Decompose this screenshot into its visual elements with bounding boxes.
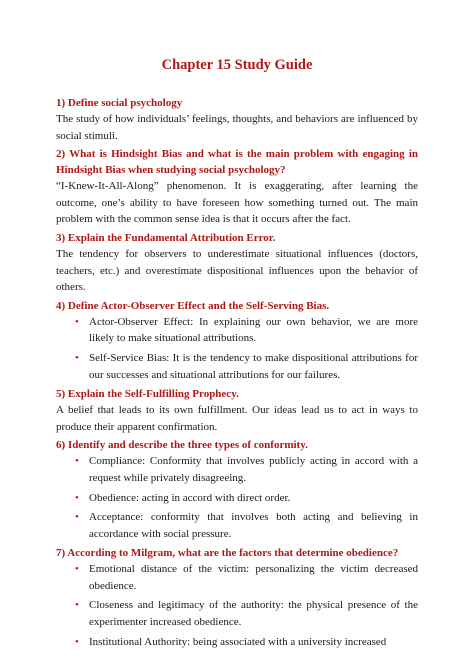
list-item-text: Actor-Observer Effect: In explaining our own behavior, we are more likely to make situational attributions. — [89, 315, 418, 345]
answer-6-list — [56, 453, 418, 542]
bullet-icon: • — [75, 599, 79, 612]
answer-5: A belief that leads to its own fulfillment. Our ideas lead us to act in ways to produce their apparent confirmation. — [56, 404, 418, 433]
list-item-text: Emotional distance of the victim: personalizing the victim decreased obedience. — [89, 563, 418, 592]
bullet-icon: • — [75, 491, 79, 504]
question-5: 5) Explain the Self-Fulfilling Prophecy. — [56, 388, 239, 401]
answer-4-list — [56, 314, 418, 383]
answer-3: The tendency for observers to underestimate situational influences (doctors, teachers, etc.) and overestimate dispositional influences upon the behavior of others. — [56, 247, 418, 294]
answer-7-list — [56, 561, 418, 650]
bullet-icon: • — [75, 635, 79, 648]
list-item — [56, 453, 418, 486]
list-item — [56, 561, 418, 594]
answer-2: “I-Knew-It-All-Along” phenomenon. It is exaggerating, after learning the outcome, one’s ability to have foreseen how something turned out. The main problem with the common sense idea is that it occurs after the fact. — [56, 180, 418, 226]
question-3: 3) Explain the Fundamental Attribution Error. — [56, 231, 276, 244]
list-item-text: Compliance: Conformity that involves publicly acting in accord with a request while privately disagreeing. — [89, 455, 418, 484]
bullet-icon: • — [75, 511, 79, 524]
answer-1: The study of how individuals’ feelings, thoughts, and behaviors are influenced by social stimuli. — [56, 113, 418, 142]
list-item-text: Closeness and legitimacy of the authority: the physical presence of the experimenter increased obedience. — [89, 599, 418, 629]
list-item — [56, 350, 418, 383]
bullet-icon: • — [75, 351, 79, 364]
list-item-text: Obedience: acting in accord with direct order. — [89, 491, 291, 504]
question-7: 7) According to Milgram, what are the factors that determine obedience? — [56, 547, 399, 560]
list-item-text: Institutional Authority: being associated with a university increased — [89, 635, 387, 648]
list-item — [56, 634, 418, 651]
study-guide-content — [56, 95, 418, 653]
document-title: Chapter 15 Study Guide — [161, 57, 313, 73]
question-2: 2) What is Hindsight Bias and what is the main problem with engaging in Hindsight Bias when studying social psychology? — [56, 148, 418, 177]
list-item — [56, 314, 418, 347]
question-6: 6) Identify and describe the three types of conformity. — [56, 439, 308, 452]
list-item — [56, 597, 418, 630]
list-item — [56, 509, 418, 542]
list-item — [56, 490, 418, 507]
bullet-icon: • — [75, 455, 79, 468]
bullet-icon: • — [75, 563, 79, 576]
question-4: 4) Define Actor-Observer Effect and the Self-Serving Bias. — [56, 299, 330, 312]
question-1: 1) Define social psychology — [56, 97, 183, 109]
list-item-text: Self-Service Bias: It is the tendency to make dispositional attributions for our successes and situational attributions for our failures. — [89, 351, 418, 381]
bullet-icon: • — [75, 315, 79, 328]
list-item-text: Acceptance: conformity that involves both acting and believing in accordance with social pressure. — [89, 511, 418, 540]
